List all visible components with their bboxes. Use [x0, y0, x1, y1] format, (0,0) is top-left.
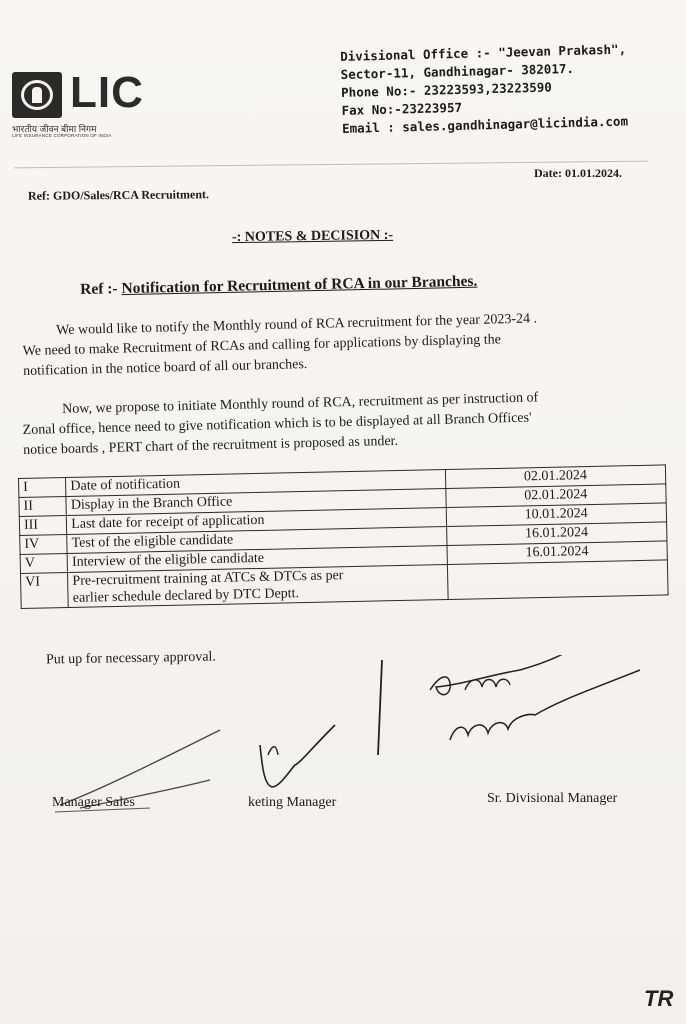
paragraph-line: Now, we propose to initiate Monthly round of RCA, recruitment as per instruction of — [62, 390, 539, 418]
row-number: V — [20, 553, 68, 573]
subject-prefix: Ref :- — [80, 280, 122, 298]
reference-number: Ref: GDO/Sales/RCA Recruitment. — [27, 187, 210, 203]
row-number: VI — [20, 572, 68, 608]
pert-chart-table — [18, 464, 669, 609]
notes-heading: -: NOTES & DECISION :- — [231, 227, 394, 246]
row-date: 16.01.2024 — [446, 522, 667, 546]
row-date: 16.01.2024 — [447, 541, 668, 565]
row-number: II — [19, 496, 67, 516]
letter-date: Date: 01.01.2024. — [534, 166, 622, 180]
row-date: 10.01.2024 — [446, 503, 667, 527]
row-date — [447, 560, 668, 600]
address-line: Sector-11, Gandhinagar- 382017. — [340, 60, 575, 82]
row-activity: Date of notification — [66, 470, 446, 497]
row-activity-line: earlier schedule declared by DTC Deptt. — [72, 586, 300, 606]
paragraph-line: We need to make Recruitment of RCAs and calling for applications by displaying the — [22, 332, 502, 359]
signatory-manager-sales: Manager Sales — [52, 795, 135, 810]
subject-text: Notification for Recruitment of RCA in our Branches. — [121, 272, 478, 298]
subject-line — [80, 273, 477, 299]
row-number: III — [19, 515, 67, 535]
paragraph-2 — [22, 385, 663, 461]
paragraph-line: notice boards , PERT chart of the recruitment is proposed as under. — [23, 433, 399, 458]
paragraph-line: notification in the notice board of all our branches. — [23, 357, 308, 379]
address-line: Divisional Office :- "Jeevan Prakash", — [340, 41, 627, 64]
row-activity — [68, 565, 448, 608]
put-up-note: Put up for necessary approval. — [45, 649, 217, 668]
letterhead-address — [340, 41, 628, 138]
row-date: 02.01.2024 — [445, 484, 666, 508]
logo-subtext: LIFE INSURANCE CORPORATION OF INDIA — [12, 133, 112, 138]
row-number: IV — [20, 534, 68, 554]
signatory-marketing-manager: keting Manager — [248, 795, 337, 810]
lic-logo — [12, 68, 162, 142]
lic-emblem-icon — [12, 72, 62, 118]
paragraph-line: Zonal office, hence need to give notification which is to be displayed at all Branch Offices' — [22, 410, 532, 438]
address-line: Fax No:-23223957 — [341, 99, 463, 118]
row-date: 02.01.2024 — [445, 465, 666, 489]
signature-marketing-manager — [250, 715, 350, 795]
address-line: Email : sales.gandhinagar@licindia.com — [341, 113, 629, 136]
logo-hindi-text: भारतीय जीवन बीमा निगम — [12, 124, 97, 134]
row-activity: Test of the eligible candidate — [67, 527, 447, 554]
logo-text: LIC — [70, 68, 144, 117]
address-line: Phone No:- 23223593,23223590 — [340, 79, 553, 100]
row-activity: Last date for receipt of application — [67, 508, 447, 535]
paragraph-1 — [22, 306, 663, 382]
signatory-sr-divisional-manager: Sr. Divisional Manager — [487, 791, 618, 806]
signature-sr-divisional-manager — [370, 655, 650, 765]
corner-stamp: TR — [644, 986, 674, 1011]
paragraph-line: We would like to notify the Monthly round of RCA recruitment for the year 2023-24 . — [56, 311, 538, 339]
row-activity: Display in the Branch Office — [66, 489, 446, 516]
row-activity: Interview of the eligible candidate — [67, 546, 447, 573]
row-number: I — [19, 477, 67, 497]
row-activity-line: Pre-recruitment training at ATCs & DTCs as per — [72, 568, 344, 589]
